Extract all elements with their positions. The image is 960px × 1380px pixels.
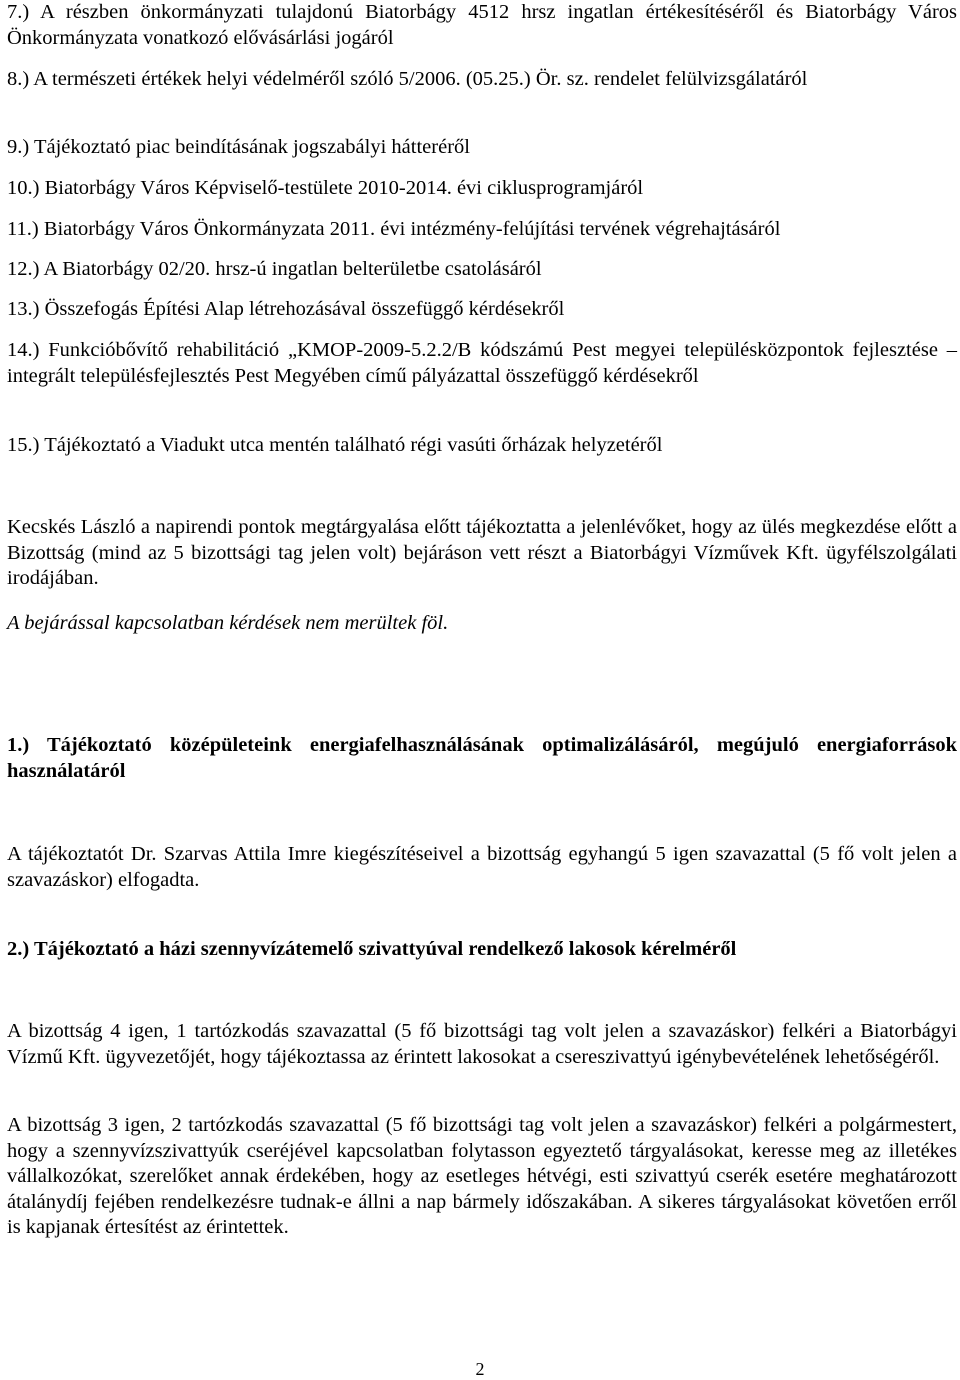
- agenda-item-7: 7.) A részben önkormányzati tulajdonú Biatorbágy 4512 hrsz ingatlan értékesítéséről és Biatorbágy Város Önkormányzata vonatkozó elővásárlási jogáról: [7, 1, 957, 49]
- intro-paragraph: Kecskés László a napirendi pontok megtárgyalása előtt tájékoztatta a jelenlévőket, hogy az ülés megkezdése előtt a Bizottság (mind az 5 bizottsági tag jelen volt) bejáráson vett részt a Biatorbágyi Vízművek Kft. ügyfélszolgálati irodájában.: [7, 516, 957, 589]
- agenda-item-13: 13.) Összefogás Építési Alap létrehozásával összefüggő kérdésekről: [7, 298, 565, 320]
- item-1-heading: 1.) Tájékoztató középületeink energiafelhasználásának optimalizálásáról, megújuló energiaforrások használatáról: [7, 734, 957, 782]
- page-number: 2: [475, 1359, 485, 1379]
- intro-note: A bejárással kapcsolatban kérdések nem merültek föl.: [7, 612, 449, 634]
- agenda-item-10: 10.) Biatorbágy Város Képviselő-testülete 2010-2014. évi ciklusprogramjáról: [7, 177, 644, 199]
- item-2-paragraph-2: A bizottság 3 igen, 2 tartózkodás szavazattal (5 fő bizottsági tag volt jelen a szavazáskor) felkéri a polgármestert, hogy a szennyvízszivattyúk cseréjével kapcsolatban folytasson egyeztető tárgyalásokat, keresse meg az illetékes vállalkozókat, szerelőket annak érdekében, hogy az esetleges hétvégi, esti szivattyú cserék esetére meghatározott átalánydíj fejében rendelkezésre tudnak-e állni a nap bármely időszakában. A sikeres tárgyalásokat követően erről is kapjanak értesítést az érintettek.: [7, 1114, 957, 1238]
- agenda-item-8: 8.) A természeti értékek helyi védelméről szóló 5/2006. (05.25.) Ör. sz. rendelet felülvizsgálatáról: [7, 68, 808, 90]
- agenda-item-11: 11.) Biatorbágy Város Önkormányzata 2011. évi intézmény-felújítási tervének végrehajtásáról: [7, 218, 781, 240]
- agenda-item-12: 12.) A Biatorbágy 02/20. hrsz-ú ingatlan belterületbe csatolásáról: [7, 258, 542, 280]
- agenda-item-9: 9.) Tájékoztató piac beindításának jogszabályi hátteréről: [7, 136, 470, 158]
- agenda-item-14: 14.) Funkcióbővítő rehabilitáció „KMOP-2009-5.2.2/B kódszámú Pest megyei településközpontok fejlesztése – integrált településfejlesztés Pest Megyében című pályázattal összefüggő kérdésekről: [7, 339, 957, 387]
- agenda-item-15: 15.) Tájékoztató a Viadukt utca mentén található régi vasúti őrházak helyzetéről: [7, 434, 663, 456]
- item-2-heading: 2.) Tájékoztató a házi szennyvízátemelő szivattyúval rendelkező lakosok kérelméről: [7, 938, 737, 960]
- item-1-paragraph: A tájékoztatót Dr. Szarvas Attila Imre kiegészítéseivel a bizottság egyhangú 5 igen szavazattal (5 fő volt jelen a szavazáskor) elfogadta.: [7, 843, 957, 891]
- item-2-paragraph-1: A bizottság 4 igen, 1 tartózkodás szavazattal (5 fő bizottsági tag volt jelen a szavazáskor) felkéri a Biatorbágyi Vízmű Kft. ügyvezetőjét, hogy tájékoztassa az érintett lakosokat a csereszivattyú igénybevételének lehetőségéről.: [7, 1020, 957, 1068]
